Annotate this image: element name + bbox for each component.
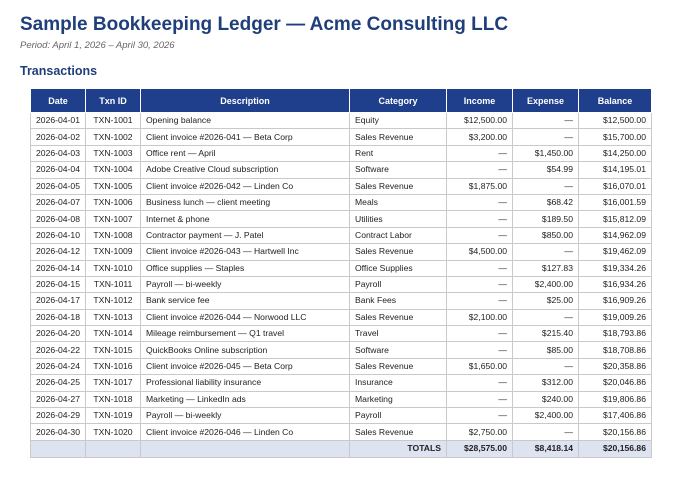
- cell-balance: $16,001.59: [579, 194, 652, 210]
- cell-description: Client invoice #2026-043 — Hartwell Inc: [141, 244, 350, 260]
- table-row[interactable]: [31, 424, 652, 440]
- totals-income: $28,575.00: [447, 440, 513, 457]
- table-row[interactable]: [31, 178, 652, 194]
- cell-date: 2026-04-05: [31, 178, 86, 194]
- cell-category: Meals: [350, 194, 447, 210]
- totals-spacer: [86, 440, 141, 457]
- cell-date: 2026-04-20: [31, 326, 86, 342]
- cell-income: —: [447, 342, 513, 358]
- table-row[interactable]: [31, 358, 652, 374]
- cell-expense: $68.42: [513, 194, 579, 210]
- table-row[interactable]: [31, 227, 652, 243]
- cell-date: 2026-04-03: [31, 145, 86, 161]
- cell-category: Sales Revenue: [350, 358, 447, 374]
- cell-income: $3,200.00: [447, 129, 513, 145]
- cell-balance: $17,406.86: [579, 408, 652, 424]
- table-row[interactable]: [31, 309, 652, 325]
- table-row[interactable]: [31, 145, 652, 161]
- cell-date: 2026-04-30: [31, 424, 86, 440]
- cell-category: Sales Revenue: [350, 129, 447, 145]
- cell-date: 2026-04-25: [31, 375, 86, 391]
- cell-description: Office supplies — Staples: [141, 260, 350, 276]
- cell-description: Professional liability insurance: [141, 375, 350, 391]
- table-row[interactable]: [31, 342, 652, 358]
- cell-description: Client invoice #2026-045 — Beta Corp: [141, 358, 350, 374]
- cell-expense: $312.00: [513, 375, 579, 391]
- cell-date: 2026-04-12: [31, 244, 86, 260]
- table-row[interactable]: [31, 194, 652, 210]
- cell-income: —: [447, 162, 513, 178]
- cell-date: 2026-04-17: [31, 293, 86, 309]
- cell-income: $2,750.00: [447, 424, 513, 440]
- cell-income: —: [447, 391, 513, 407]
- cell-category: Rent: [350, 145, 447, 161]
- cell-description: Mileage reimbursement — Q1 travel: [141, 326, 350, 342]
- cell-balance: $15,812.09: [579, 211, 652, 227]
- cell-income: —: [447, 211, 513, 227]
- cell-expense: $127.83: [513, 260, 579, 276]
- cell-txn-id: TXN-1005: [86, 178, 141, 194]
- cell-income: $2,100.00: [447, 309, 513, 325]
- cell-category: Sales Revenue: [350, 424, 447, 440]
- cell-income: —: [447, 375, 513, 391]
- cell-txn-id: TXN-1015: [86, 342, 141, 358]
- cell-date: 2026-04-24: [31, 358, 86, 374]
- period-subtitle: Period: April 1, 2026 – April 30, 2026: [20, 40, 175, 51]
- table-row[interactable]: [31, 326, 652, 342]
- cell-balance: $14,250.00: [579, 145, 652, 161]
- cell-expense: $1,450.00: [513, 145, 579, 161]
- cell-income: $1,650.00: [447, 358, 513, 374]
- cell-txn-id: TXN-1008: [86, 227, 141, 243]
- cell-category: Software: [350, 342, 447, 358]
- cell-txn-id: TXN-1012: [86, 293, 141, 309]
- cell-description: Payroll — bi-weekly: [141, 276, 350, 292]
- cell-balance: $19,462.09: [579, 244, 652, 260]
- table-row[interactable]: [31, 293, 652, 309]
- cell-expense: $54.99: [513, 162, 579, 178]
- cell-category: Payroll: [350, 276, 447, 292]
- cell-description: Client invoice #2026-041 — Beta Corp: [141, 129, 350, 145]
- cell-txn-id: TXN-1014: [86, 326, 141, 342]
- cell-expense: —: [513, 424, 579, 440]
- cell-expense: $189.50: [513, 211, 579, 227]
- cell-balance: $20,156.86: [579, 424, 652, 440]
- cell-balance: $18,708.86: [579, 342, 652, 358]
- cell-description: Adobe Creative Cloud subscription: [141, 162, 350, 178]
- cell-balance: $19,009.26: [579, 309, 652, 325]
- table-row[interactable]: [31, 408, 652, 424]
- transactions-table: [30, 88, 652, 458]
- cell-expense: —: [513, 309, 579, 325]
- totals-expense: $8,418.14: [513, 440, 579, 457]
- cell-txn-id: TXN-1007: [86, 211, 141, 227]
- cell-txn-id: TXN-1010: [86, 260, 141, 276]
- cell-expense: —: [513, 113, 579, 129]
- column-header-date[interactable]: Date: [31, 89, 86, 113]
- cell-expense: —: [513, 129, 579, 145]
- cell-income: —: [447, 276, 513, 292]
- cell-date: 2026-04-14: [31, 260, 86, 276]
- cell-date: 2026-04-04: [31, 162, 86, 178]
- table-row[interactable]: [31, 375, 652, 391]
- cell-expense: —: [513, 178, 579, 194]
- cell-category: Insurance: [350, 375, 447, 391]
- table-row[interactable]: [31, 162, 652, 178]
- cell-balance: $19,806.86: [579, 391, 652, 407]
- cell-balance: $18,793.86: [579, 326, 652, 342]
- column-header-txn-id[interactable]: Txn ID: [86, 89, 141, 113]
- cell-description: Opening balance: [141, 113, 350, 129]
- cell-txn-id: TXN-1002: [86, 129, 141, 145]
- totals-spacer: [141, 440, 350, 457]
- cell-income: —: [447, 145, 513, 161]
- cell-expense: $2,400.00: [513, 408, 579, 424]
- cell-date: 2026-04-29: [31, 408, 86, 424]
- cell-txn-id: TXN-1004: [86, 162, 141, 178]
- cell-txn-id: TXN-1009: [86, 244, 141, 260]
- cell-expense: $240.00: [513, 391, 579, 407]
- cell-description: Payroll — bi-weekly: [141, 408, 350, 424]
- cell-balance: $16,070.01: [579, 178, 652, 194]
- cell-txn-id: TXN-1003: [86, 145, 141, 161]
- totals-label: TOTALS: [350, 440, 447, 457]
- table-body: [31, 113, 652, 441]
- table-row[interactable]: [31, 391, 652, 407]
- cell-category: Travel: [350, 326, 447, 342]
- cell-description: Bank service fee: [141, 293, 350, 309]
- cell-description: QuickBooks Online subscription: [141, 342, 350, 358]
- cell-income: —: [447, 260, 513, 276]
- column-header-description[interactable]: Description: [141, 89, 350, 113]
- cell-category: Sales Revenue: [350, 244, 447, 260]
- cell-txn-id: TXN-1001: [86, 113, 141, 129]
- cell-income: —: [447, 293, 513, 309]
- totals-balance: $20,156.86: [579, 440, 652, 457]
- cell-date: 2026-04-01: [31, 113, 86, 129]
- cell-txn-id: TXN-1011: [86, 276, 141, 292]
- cell-txn-id: TXN-1016: [86, 358, 141, 374]
- cell-income: —: [447, 194, 513, 210]
- page-title: Sample Bookkeeping Ledger — Acme Consulting LLC: [20, 14, 509, 35]
- cell-description: Client invoice #2026-044 — Norwood LLC: [141, 309, 350, 325]
- cell-balance: $14,195.01: [579, 162, 652, 178]
- section-heading: Transactions: [20, 64, 98, 78]
- cell-description: Business lunch — client meeting: [141, 194, 350, 210]
- column-header-balance[interactable]: Balance: [579, 89, 652, 113]
- cell-income: $1,875.00: [447, 178, 513, 194]
- cell-date: 2026-04-15: [31, 276, 86, 292]
- cell-txn-id: TXN-1019: [86, 408, 141, 424]
- cell-category: Equity: [350, 113, 447, 129]
- cell-description: Client invoice #2026-042 — Linden Co: [141, 178, 350, 194]
- cell-description: Marketing — LinkedIn ads: [141, 391, 350, 407]
- cell-balance: $14,962.09: [579, 227, 652, 243]
- cell-category: Sales Revenue: [350, 178, 447, 194]
- cell-expense: $2,400.00: [513, 276, 579, 292]
- cell-expense: —: [513, 358, 579, 374]
- cell-description: Internet & phone: [141, 211, 350, 227]
- cell-date: 2026-04-02: [31, 129, 86, 145]
- cell-category: Utilities: [350, 211, 447, 227]
- column-header-category[interactable]: Category: [350, 89, 447, 113]
- table-row[interactable]: [31, 211, 652, 227]
- table-row[interactable]: [31, 260, 652, 276]
- cell-expense: —: [513, 244, 579, 260]
- table-header-row: [31, 89, 652, 113]
- cell-balance: $15,700.00: [579, 129, 652, 145]
- cell-txn-id: TXN-1018: [86, 391, 141, 407]
- table-row[interactable]: [31, 129, 652, 145]
- cell-expense: $215.40: [513, 326, 579, 342]
- cell-category: Software: [350, 162, 447, 178]
- totals-spacer: [31, 440, 86, 457]
- cell-balance: $20,358.86: [579, 358, 652, 374]
- cell-category: Office Supplies: [350, 260, 447, 276]
- cell-category: Bank Fees: [350, 293, 447, 309]
- cell-txn-id: TXN-1006: [86, 194, 141, 210]
- cell-date: 2026-04-18: [31, 309, 86, 325]
- cell-expense: $85.00: [513, 342, 579, 358]
- cell-income: —: [447, 326, 513, 342]
- cell-balance: $12,500.00: [579, 113, 652, 129]
- column-header-income[interactable]: Income: [447, 89, 513, 113]
- column-header-expense[interactable]: Expense: [513, 89, 579, 113]
- cell-category: Marketing: [350, 391, 447, 407]
- cell-balance: $16,909.26: [579, 293, 652, 309]
- cell-date: 2026-04-27: [31, 391, 86, 407]
- cell-category: Payroll: [350, 408, 447, 424]
- cell-expense: $25.00: [513, 293, 579, 309]
- cell-description: Office rent — April: [141, 145, 350, 161]
- cell-description: Contractor payment — J. Patel: [141, 227, 350, 243]
- cell-balance: $16,934.26: [579, 276, 652, 292]
- cell-date: 2026-04-10: [31, 227, 86, 243]
- cell-balance: $19,334.26: [579, 260, 652, 276]
- cell-txn-id: TXN-1020: [86, 424, 141, 440]
- cell-description: Client invoice #2026-046 — Linden Co: [141, 424, 350, 440]
- cell-date: 2026-04-08: [31, 211, 86, 227]
- table-row[interactable]: [31, 113, 652, 129]
- cell-income: —: [447, 227, 513, 243]
- totals-row: [31, 440, 652, 457]
- cell-income: —: [447, 408, 513, 424]
- cell-income: $4,500.00: [447, 244, 513, 260]
- table-row[interactable]: [31, 244, 652, 260]
- cell-date: 2026-04-22: [31, 342, 86, 358]
- cell-txn-id: TXN-1017: [86, 375, 141, 391]
- cell-expense: $850.00: [513, 227, 579, 243]
- cell-category: Sales Revenue: [350, 309, 447, 325]
- cell-category: Contract Labor: [350, 227, 447, 243]
- cell-balance: $20,046.86: [579, 375, 652, 391]
- cell-income: $12,500.00: [447, 113, 513, 129]
- cell-txn-id: TXN-1013: [86, 309, 141, 325]
- cell-date: 2026-04-07: [31, 194, 86, 210]
- table-row[interactable]: [31, 276, 652, 292]
